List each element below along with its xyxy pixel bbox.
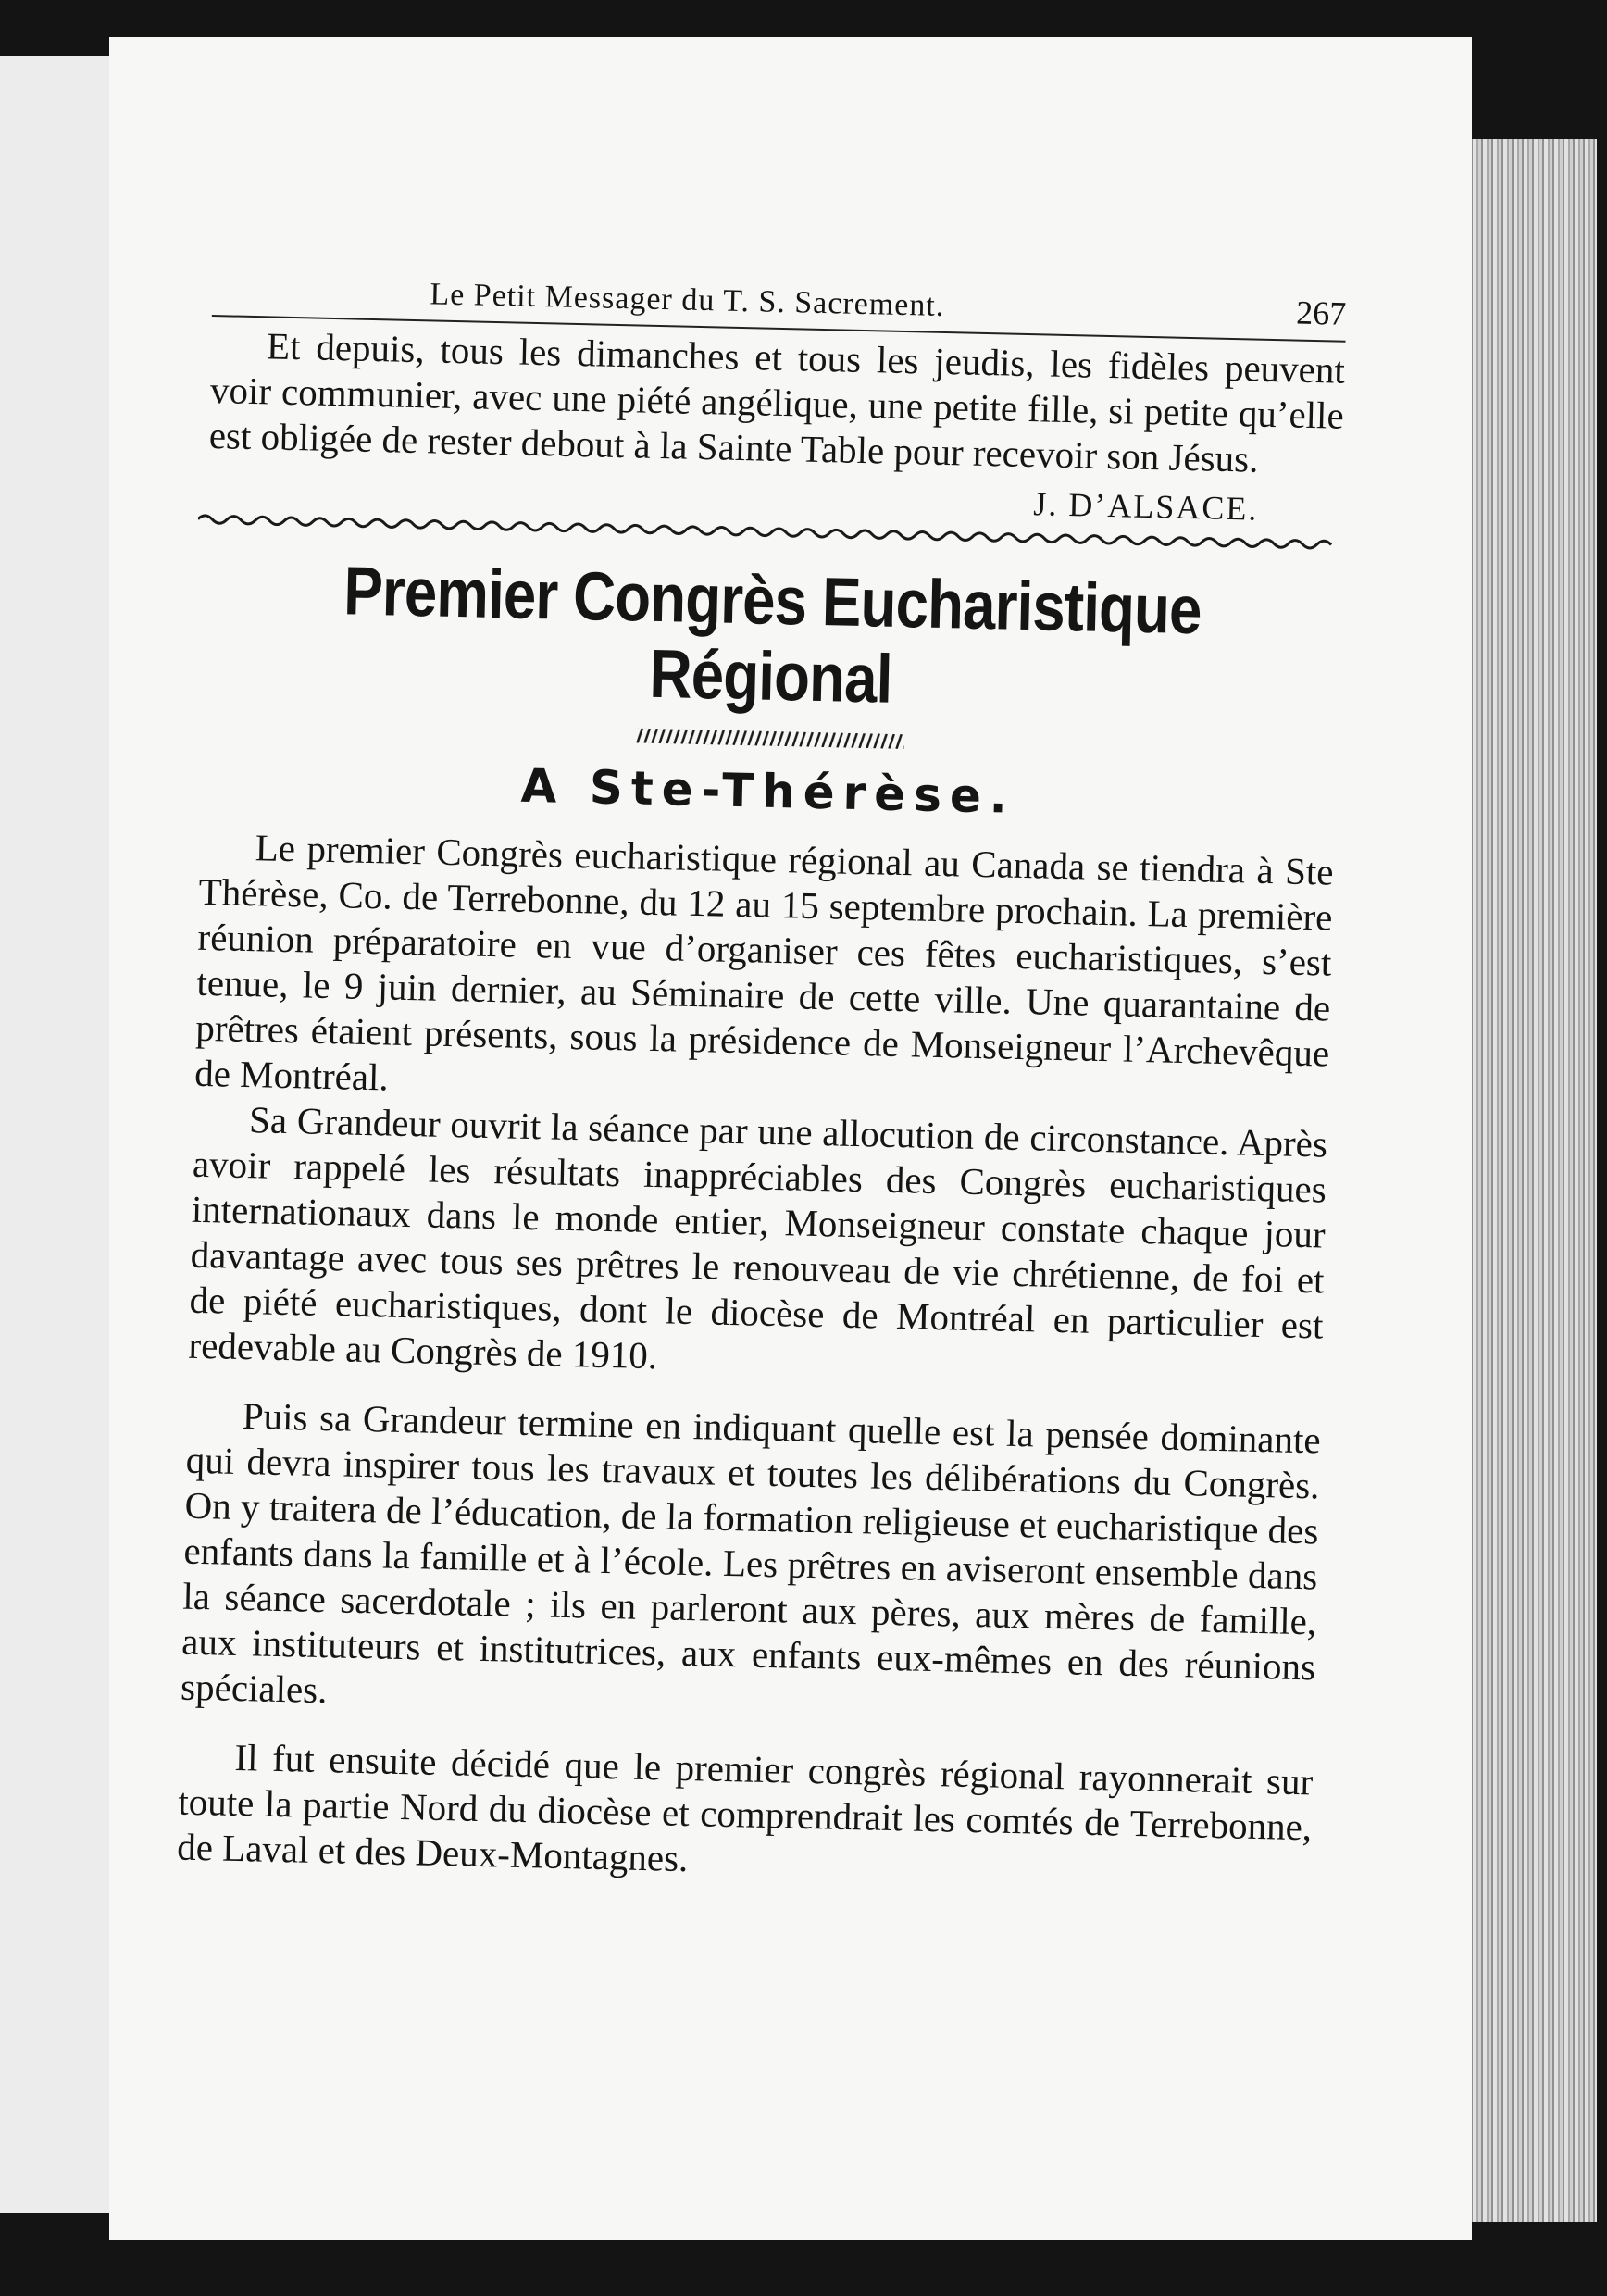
article-title-line2: Régional xyxy=(648,634,893,718)
book-page xyxy=(109,37,1472,2240)
article-subtitle: A Ste-Thérèse. xyxy=(520,758,1016,824)
page-number: 267 xyxy=(1295,293,1347,332)
page-stack-edges xyxy=(1458,139,1597,2222)
article-paragraph-4: Il fut ensuite décidé que le premier congrès régional rayonnerait sur toute la partie Nord du diocèse et comprendrait les comtés de Terrebonne, de Laval et des Deux-Montagnes. xyxy=(176,1735,1314,1880)
article-title-line1: Premier Congrès Eucharistique xyxy=(343,552,1202,649)
article-paragraph-3: Puis sa Grandeur termine en indiquant quelle est la pensée dominante qui devra inspirer tous les travaux et toutes les délibérations du Congrès. On y traitera de l’éducation, de la formation religieuse et eucharistique des enfants dans la famille et à l’école. Les prêtres en aviseront ensemble dans la séance sacerdotale ; ils en parleront aux pères, aux mères de famille, aux instituteurs et institutrices, aux enfants eux-mêmes en des réunions spéciales. xyxy=(180,1394,1322,1712)
page-content xyxy=(177,268,1347,1895)
facing-page-edge xyxy=(0,56,115,2213)
hatched-ornament xyxy=(635,728,903,749)
author-signature: J. D’ALSACE. xyxy=(1032,485,1259,528)
article-title xyxy=(282,552,1261,726)
article-paragraph-2: Sa Grandeur ouvrit la séance par une allocution de circonstance. Après avoir rappelé les résultats inappréciables des Congrès eucharistiques internationaux dans le monde entier, Monseigneur constate chaque jour davantage avec tous ses prêtres le renouveau de vie chrétienne, de foi et de piété eucharistiques, dont le diocèse de Montréal en particulier est redevable au Congrès de 1910. xyxy=(188,1098,1328,1378)
article-paragraph-1: Le premier Congrès eucharistique régional au Canada se tiendra à Ste Thérèse, Co. de Terrebonne, du 12 au 15 septembre prochain. La première réunion préparatoire en vue d’organiser ces fêtes eucharistiques, s’est tenue, le 9 juin dernier, au Séminaire de cette ville. Une quarantaine de prêtres étaient présents, sous la présidence de Monseigneur l’Archevêque de Montréal. xyxy=(193,826,1335,1099)
previous-article-paragraph: Et depuis, tous les dimanches et tous les jeudis, les fidèles peuvent voir communier, avec une piété angélique, une petite fille, si petite qu’elle est obligée de rester debout à la Sainte Table pour recevoir son Jésus. xyxy=(208,324,1346,480)
running-title: Le Petit Messager du T. S. Sacrement. xyxy=(430,277,945,323)
